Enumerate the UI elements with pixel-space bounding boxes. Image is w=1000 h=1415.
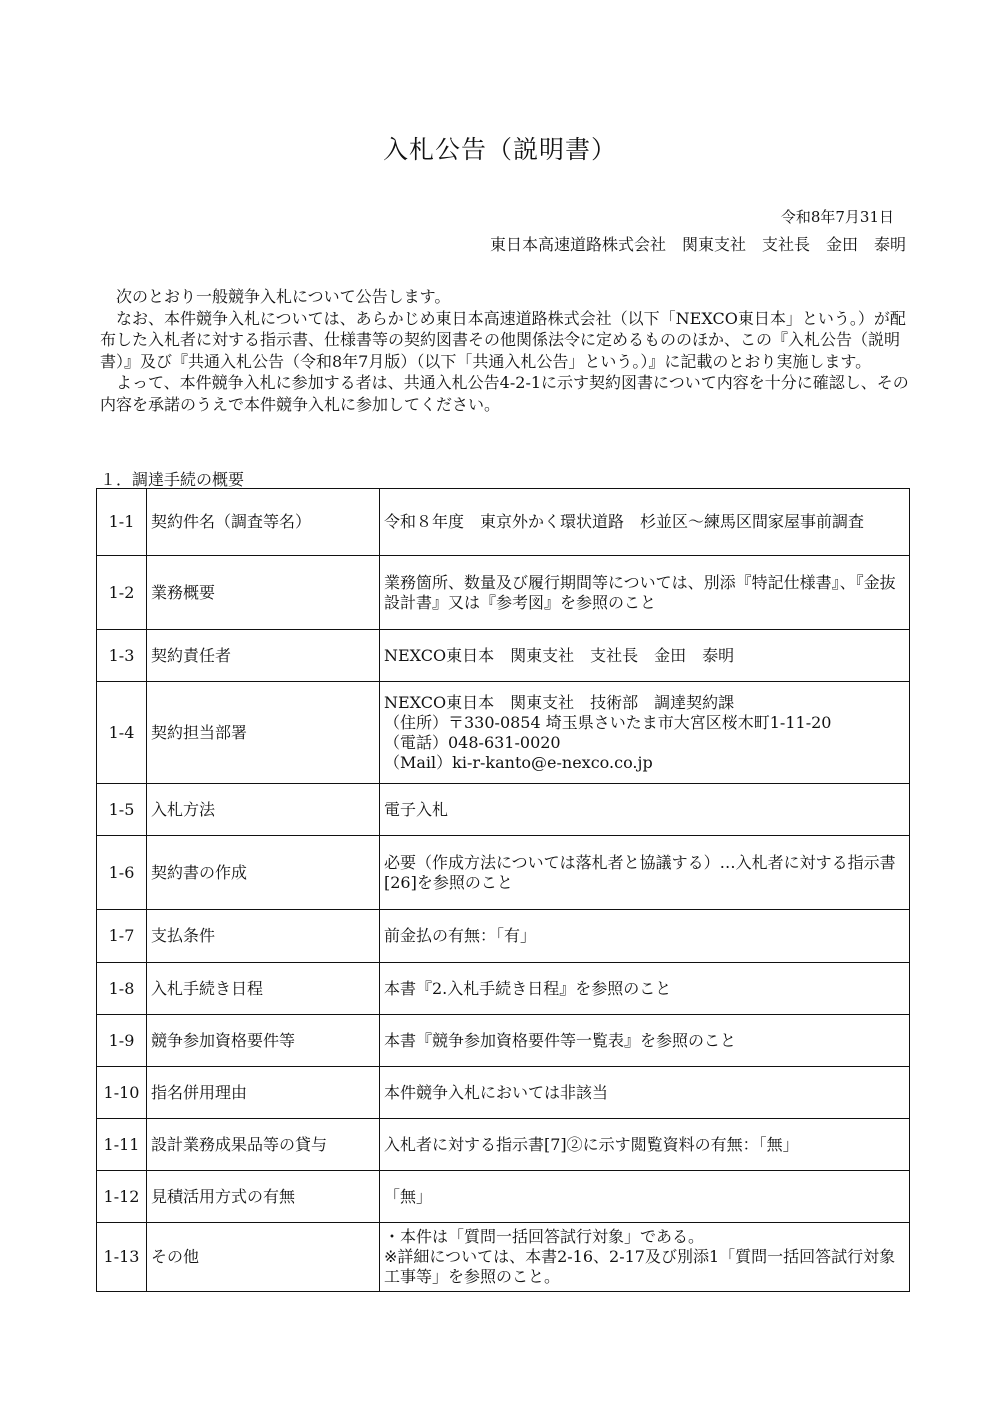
row-item: 見積活用方式の有無 bbox=[147, 1171, 380, 1223]
table-row bbox=[97, 1171, 910, 1223]
issuer-line: 東日本高速道路株式会社 関東支社 支社長 金田 泰明 bbox=[489, 235, 906, 254]
row-item: 入札方法 bbox=[147, 784, 380, 836]
intro-paragraph: 次のとおり一般競争入札について公告します。 bbox=[116, 287, 451, 306]
row-value: ・本件は「質問一括回答試行対象」である。 ※詳細については、本書2-16、2-17及び別添1「質問一括回答試行対象工事等」を参照のこと。 bbox=[380, 1223, 910, 1292]
row-number: 1-5 bbox=[97, 784, 147, 836]
table-row bbox=[97, 556, 910, 630]
table-row bbox=[97, 630, 910, 682]
table-row bbox=[97, 910, 910, 963]
row-value: 入札者に対する指示書[7]②に示す閲覧資料の有無：「無」 bbox=[380, 1119, 910, 1171]
row-number: 1-1 bbox=[97, 489, 147, 556]
issue-date: 令和8年7月31日 bbox=[780, 208, 894, 226]
table-row bbox=[97, 1015, 910, 1067]
row-value: NEXCO東日本 関東支社 支社長 金田 泰明 bbox=[380, 630, 910, 682]
table-row bbox=[97, 963, 910, 1015]
row-item: 競争参加資格要件等 bbox=[147, 1015, 380, 1067]
row-item: 契約書の作成 bbox=[147, 836, 380, 910]
row-value: 前金払の有無：「有」 bbox=[380, 910, 910, 963]
row-number: 1-2 bbox=[97, 556, 147, 630]
procurement-overview-table bbox=[96, 488, 910, 1292]
intro-paragraph: よって、本件競争入札に参加する者は、共通入札公告4-2-1に示す契約図書について内容を十分に確認し、その内容を承諾のうえで本件競争入札に参加してください。 bbox=[100, 373, 909, 414]
row-number: 1-7 bbox=[97, 910, 147, 963]
row-value: 本書『競争参加資格要件等一覧表』を参照のこと bbox=[380, 1015, 910, 1067]
row-item: 契約担当部署 bbox=[147, 682, 380, 784]
row-number: 1-10 bbox=[97, 1067, 147, 1119]
row-item: 入札手続き日程 bbox=[147, 963, 380, 1015]
row-item: その他 bbox=[147, 1223, 380, 1292]
row-item: 業務概要 bbox=[147, 556, 380, 630]
row-number: 1-11 bbox=[97, 1119, 147, 1171]
intro-paragraph: なお、本件競争入札については、あらかじめ東日本高速道路株式会社（以下「NEXCO東日本」という。）が配布した入札者に対する指示書、仕様書等の契約図書その他関係法令に定めるもののほか、この『入札公告（説明書）』及び『共通入札公告（令和8年7月版）（以下「共通入札公告」という。）』に記載のとおり実施します。 bbox=[100, 308, 906, 371]
row-value: 本件競争入札においては非該当 bbox=[380, 1067, 910, 1119]
page-title: 入札公告（説明書） bbox=[382, 135, 617, 164]
row-value: 電子入札 bbox=[380, 784, 910, 836]
table-row bbox=[97, 682, 910, 784]
table-row bbox=[97, 489, 910, 556]
row-number: 1-9 bbox=[97, 1015, 147, 1067]
row-number: 1-4 bbox=[97, 682, 147, 784]
row-number: 1-8 bbox=[97, 963, 147, 1015]
table-row bbox=[97, 1223, 910, 1292]
row-value: 必要（作成方法については落札者と協議する）…入札者に対する指示書[26]を参照のこと bbox=[380, 836, 910, 910]
row-item: 契約責任者 bbox=[147, 630, 380, 682]
intro-text bbox=[100, 286, 915, 415]
row-item: 指名併用理由 bbox=[147, 1067, 380, 1119]
row-value: NEXCO東日本 関東支社 技術部 調達契約課 （住所）〒330-0854 埼玉県さいたま市大宮区桜木町1-11-20 （電話）048-631-0020 （Mail）ki-r-kanto@e-nexco.co.jp bbox=[380, 682, 910, 784]
section-heading: １．調達手続の概要 bbox=[100, 470, 245, 489]
row-item: 設計業務成果品等の貸与 bbox=[147, 1119, 380, 1171]
row-number: 1-3 bbox=[97, 630, 147, 682]
row-value: 本書『2.入札手続き日程』を参照のこと bbox=[380, 963, 910, 1015]
row-number: 1-6 bbox=[97, 836, 147, 910]
table-row bbox=[97, 784, 910, 836]
row-value: 令和８年度 東京外かく環状道路 杉並区～練馬区間家屋事前調査 bbox=[380, 489, 910, 556]
row-value: 「無」 bbox=[380, 1171, 910, 1223]
row-number: 1-12 bbox=[97, 1171, 147, 1223]
table-row bbox=[97, 836, 910, 910]
table-row bbox=[97, 1119, 910, 1171]
row-number: 1-13 bbox=[97, 1223, 147, 1292]
row-item: 支払条件 bbox=[147, 910, 380, 963]
row-value: 業務箇所、数量及び履行期間等については、別添『特記仕様書』、『金抜設計書』又は『参考図』を参照のこと bbox=[380, 556, 910, 630]
table-row bbox=[97, 1067, 910, 1119]
row-item: 契約件名（調査等名） bbox=[147, 489, 380, 556]
